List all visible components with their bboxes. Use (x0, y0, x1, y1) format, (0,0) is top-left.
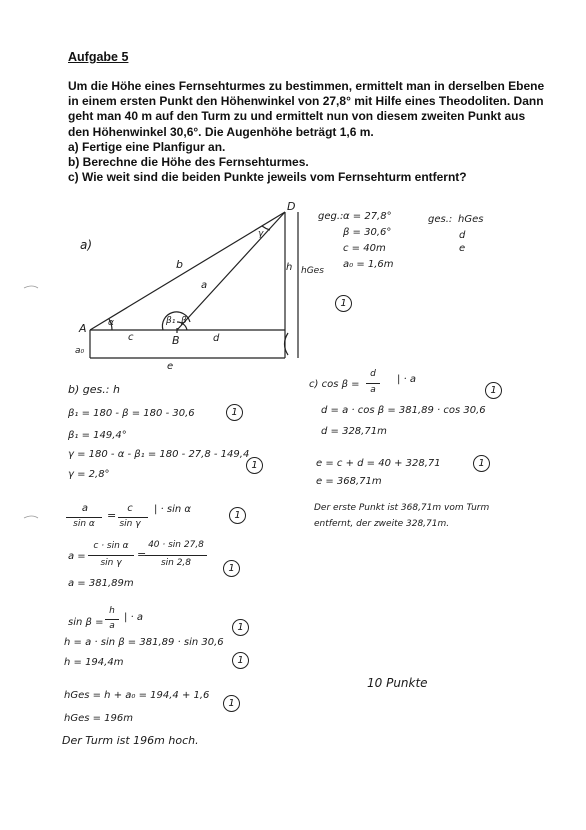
answer-line: entfernt, der zweite 328,71m. (314, 519, 450, 529)
part-b-heading: b) ges.: h (68, 383, 120, 396)
part-a-label: a) (80, 238, 93, 252)
task-line: c) Wie weit sind die beiden Punkte jeweils vom Fernsehturm entfernt? (68, 170, 467, 185)
height-h-label: h (286, 262, 293, 273)
calc-line: h = a · sin β = 381,89 · sin 30,6 (64, 637, 224, 648)
score-circle: 1 (223, 695, 240, 712)
part-c-cos-lhs: c) cos β = (309, 379, 360, 390)
angle-beta1-label: β₁ (166, 316, 176, 326)
page-mark (24, 286, 38, 288)
score-circle: 1 (246, 457, 263, 474)
side-d-label: d (213, 333, 220, 344)
score-circle: 1 (485, 382, 502, 399)
task-line: Um die Höhe eines Fernsehturmes zu bestimmen, ermittelt man in derselben Ebene (68, 79, 545, 93)
calc-line: e = c + d = 40 + 328,71 (316, 458, 441, 469)
calc-line: h = 194,4m (64, 657, 124, 668)
equals-sign: = (107, 509, 117, 522)
calc-line: hGes = h + a₀ = 194,4 + 1,6 (64, 690, 210, 701)
calc-line: hGes = 196m (64, 713, 134, 724)
a-result: a = 381,89m (68, 578, 134, 589)
score-circle: 1 (223, 560, 240, 577)
line-b (90, 212, 285, 330)
fraction-bar (105, 619, 119, 620)
a-formula-num: 40 · sin 27,8 (148, 540, 204, 550)
point-d-label: D (287, 200, 296, 213)
total-points: 10 Punkte (367, 676, 428, 690)
sought-value: d (459, 230, 466, 241)
sought-prefix: ges.: (428, 214, 453, 225)
a-formula-num: c · sin α (93, 541, 129, 551)
side-a-label: a (201, 280, 208, 291)
point-b-label: B (172, 334, 180, 347)
sine-rule-rhs-num: c (127, 503, 133, 514)
operation-label: | · sin α (154, 504, 192, 515)
angle-gamma-label: γ (258, 229, 264, 239)
task-line: geht man 40 m auf den Turm zu und ermittelt nun von diesem zweiten Punkt aus (68, 109, 526, 124)
task-line: den Höhenwinkel 30,6°. Die Augenhöhe beträgt 1,6 m. (68, 124, 374, 139)
cos-num: d (370, 369, 376, 379)
calc-line: γ = 2,8° (68, 469, 110, 480)
score-circle: 1 (232, 619, 249, 636)
side-c-label: c (128, 332, 134, 343)
given-value: β = 30,6° (343, 227, 392, 238)
given-value: a₀ = 1,6m (343, 259, 394, 270)
sine-rule-lhs-num: a (81, 503, 89, 514)
score-circle: 1 (232, 652, 249, 669)
eye-height-label: a₀ (75, 346, 85, 356)
fraction-bar (88, 555, 134, 556)
operation-label: | · a (397, 374, 417, 385)
fraction-bar (366, 383, 380, 384)
score-circle: 1 (473, 455, 490, 472)
page-mark (24, 516, 38, 518)
angle-alpha-label: α (108, 318, 114, 328)
equals-sign: = (137, 548, 147, 561)
sought-value: e (459, 243, 466, 254)
calc-line: β₁ = 149,4° (68, 430, 127, 441)
sought-value: hGes (458, 214, 484, 225)
a-formula-prefix: a = (68, 551, 86, 562)
a-formula-den: sin γ (100, 558, 122, 568)
given-prefix: geg.: (318, 211, 344, 222)
given-value: α = 27,8° (343, 211, 392, 222)
a-formula-den: sin 2,8 (160, 558, 192, 568)
sin-beta-lhs: sin β = (68, 617, 104, 628)
calc-line: d = 328,71m (321, 426, 387, 437)
task-line: a) Fertige eine Planfigur an. (68, 139, 226, 154)
fraction-bar (145, 555, 207, 556)
calc-line: d = a · cos β = 381,89 · cos 30,6 (321, 405, 486, 416)
score-circle: 1 (229, 507, 246, 524)
task-title: Aufgabe 5 (68, 50, 129, 64)
conclusion-text: Der Turm ist 196m hoch. (62, 734, 199, 747)
task-line: b) Berechne die Höhe des Fernsehturmes. (68, 155, 309, 170)
score-circle: 1 (335, 295, 352, 312)
point-a-label: A (79, 322, 87, 335)
calc-line: e = 368,71m (316, 476, 382, 487)
answer-line: Der erste Punkt ist 368,71m vom Turm (314, 503, 490, 513)
fraction-bar (66, 517, 102, 518)
angle-beta-label: β (181, 316, 187, 326)
sine-rule-lhs-den: sin α (73, 519, 95, 529)
calc-line: β₁ = 180 - β = 180 - 30,6 (68, 408, 195, 419)
sine-rule-rhs-den: sin γ (119, 519, 141, 529)
sin-beta-num: h (109, 606, 115, 616)
fraction-bar (118, 517, 148, 518)
task-line: in einem ersten Punkt den Höhenwinkel von 27,8° mit Hilfe eines Theodoliten. Dann (68, 94, 544, 109)
calc-line: γ = 180 - α - β₁ = 180 - 27,8 - 149,4 (68, 449, 250, 460)
side-b-label: b (176, 258, 183, 271)
sin-beta-den: a (109, 621, 115, 631)
cos-den: a (370, 385, 376, 395)
given-value: c = 40m (343, 243, 386, 254)
side-e-label: e (167, 361, 174, 372)
score-circle: 1 (226, 404, 243, 421)
height-total-label: hGes (301, 266, 324, 276)
operation-label: | · a (124, 612, 144, 623)
